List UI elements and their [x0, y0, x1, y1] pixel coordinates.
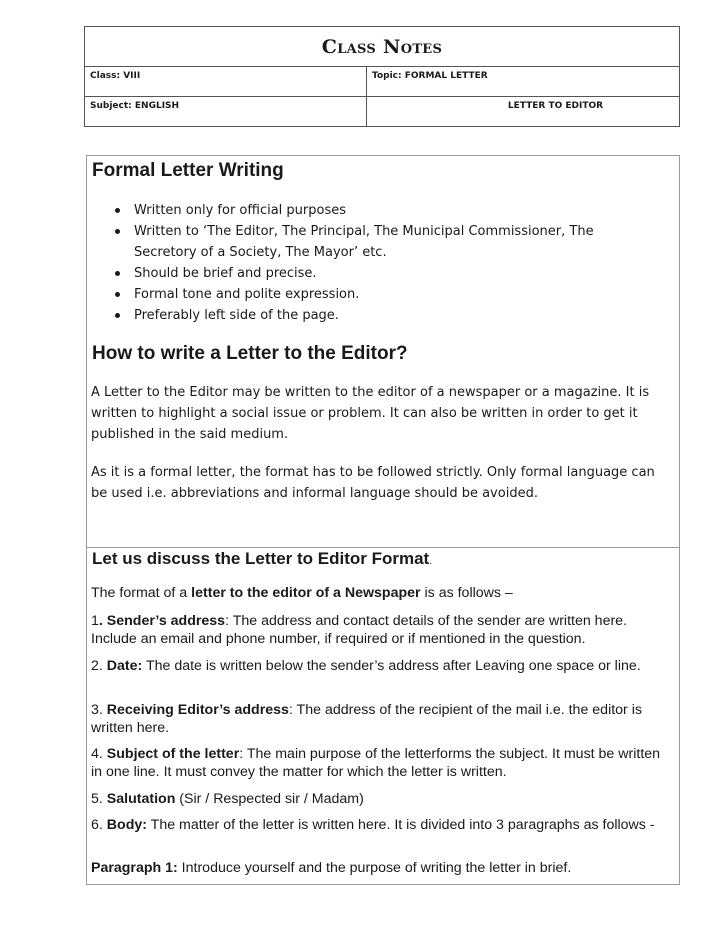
class-notes-header-table	[84, 26, 680, 127]
bullet-icon	[115, 313, 120, 318]
list-item: Preferably left side of the page.	[110, 305, 634, 326]
format-item-body: 6. Body: The matter of the letter is written here. It is divided into 3 paragraphs as follows -	[91, 817, 655, 833]
list-item: Formal tone and polite expression.	[110, 284, 634, 305]
format-item-subject: 4. Subject of the letter: The main purpose of the letterforms the subject. It must be written in one line. It must convey the matter for which the letter is written.	[91, 746, 661, 780]
topic-cell: Topic: FORMAL LETTER	[372, 71, 488, 81]
bullet-icon	[115, 271, 120, 276]
format-rule-paragraph: As it is a formal letter, the format has to be followed strictly. Only formal language can be used i.e. abbreviations and informal language should be avoided.	[91, 465, 655, 501]
list-item: Written to ‘The Editor, The Principal, The Municipal Commissioner, The Secretory of a Society, The Mayor’ etc.	[110, 221, 634, 263]
format-item-senders-address: 1. Sender’s address: The address and contact details of the sender are written here. Include an email and phone number, if required or if mentioned in the question.	[91, 613, 628, 647]
bullet-icon	[115, 229, 120, 234]
header-row-subject	[85, 97, 679, 126]
how-to-write-heading: How to write a Letter to the Editor?	[92, 343, 408, 364]
class-cell: Class: VIII	[85, 67, 367, 96]
header-row-class-topic	[85, 67, 679, 97]
format-item-salutation: 5. Salutation (Sir / Respected sir / Madam)	[91, 791, 364, 807]
bullet-icon	[115, 292, 120, 297]
formal-letter-heading: Formal Letter Writing	[92, 160, 284, 181]
header-title: Class Notes	[85, 27, 679, 67]
subject-cell: Subject: ENGLISH	[85, 97, 367, 126]
bullet-icon	[115, 208, 120, 213]
format-paragraph-1: Paragraph 1: Introduce yourself and the purpose of writing the letter in brief.	[91, 860, 572, 876]
format-item-receiving-address: 3. Receiving Editor’s address: The address of the recipient of the mail i.e. the editor is written here.	[91, 702, 642, 736]
formal-letter-bullet-list	[110, 200, 634, 326]
letter-format-heading: Let us discuss the Letter to Editor Format.	[92, 549, 432, 568]
format-item-date: 2. Date: The date is written below the sender’s address after Leaving one space or line.	[91, 658, 641, 674]
subtopic-cell: LETTER TO EDITOR	[507, 101, 604, 111]
list-item: Should be brief and precise.	[110, 263, 634, 284]
intro-paragraph: A Letter to the Editor may be written to the editor of a newspaper or a magazine. It is written to highlight a social issue or problem. It can also be written in order to get it published in the said medium.	[91, 385, 650, 442]
format-intro: The format of a letter to the editor of a Newspaper is as follows –	[91, 585, 513, 601]
list-item: Written only for official purposes	[110, 200, 634, 221]
